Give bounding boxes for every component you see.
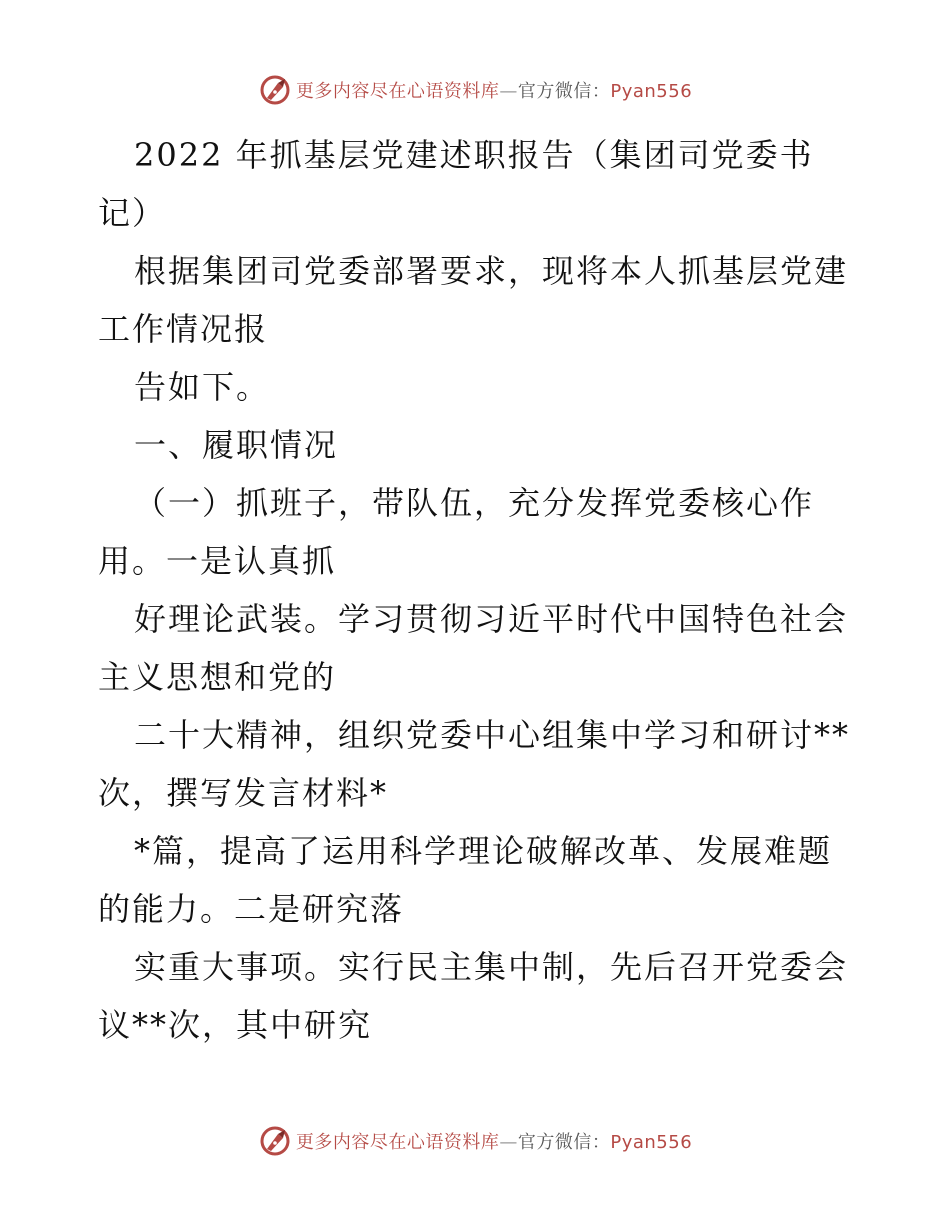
paragraph-line: 好理论武装。学习贯彻习近平时代中国特色社会 bbox=[134, 600, 849, 638]
banner-main-text: 更多内容尽在心语资料库 bbox=[295, 81, 500, 102]
banner-wechat-id: Pyan556 bbox=[610, 81, 693, 102]
pen-nib-logo-icon bbox=[258, 1124, 292, 1158]
document-title-line-2: 记） bbox=[98, 194, 167, 232]
document-title-line-1: 2022 年抓基层党建述职报告（集团司党委书 bbox=[134, 136, 814, 174]
banner-main-text: 更多内容尽在心语资料库 bbox=[295, 1132, 500, 1153]
header-banner bbox=[0, 72, 950, 108]
paragraph-line: 的能力。二是研究落 bbox=[98, 890, 405, 928]
paragraph-line: 议**次，其中研究 bbox=[98, 1006, 373, 1044]
banner-wechat-label: 官方微信： bbox=[517, 1132, 611, 1153]
paragraph-line: 二十大精神，组织党委中心组集中学习和研讨** bbox=[134, 716, 851, 754]
paragraph-line: 主义思想和党的 bbox=[98, 658, 337, 696]
paragraph-line: 告如下。 bbox=[134, 368, 271, 406]
document-body bbox=[98, 126, 858, 1054]
paragraph-line: *篇，提高了运用科学理论破解改革、发展难题 bbox=[134, 832, 833, 870]
banner-wechat-label: 官方微信： bbox=[517, 81, 611, 102]
paragraph-line: 工作情况报 bbox=[98, 310, 269, 348]
banner-text bbox=[296, 77, 692, 103]
paragraph-line: 根据集团司党委部署要求，现将本人抓基层党建 bbox=[134, 252, 849, 290]
banner-text bbox=[296, 1128, 692, 1154]
subsection-heading-line: （一）抓班子，带队伍，充分发挥党委核心作 bbox=[134, 484, 815, 522]
pen-nib-logo-icon bbox=[258, 73, 292, 107]
paragraph-line: 实重大事项。实行民主集中制，先后召开党委会 bbox=[134, 948, 849, 986]
section-heading: 一、履职情况 bbox=[134, 426, 339, 464]
paragraph-line: 次，撰写发言材料* bbox=[98, 774, 389, 812]
banner-separator: — bbox=[499, 81, 518, 102]
banner-separator: — bbox=[499, 1132, 518, 1153]
footer-banner bbox=[0, 1123, 950, 1159]
paragraph-line: 用。一是认真抓 bbox=[98, 542, 337, 580]
banner-wechat-id: Pyan556 bbox=[610, 1132, 693, 1153]
